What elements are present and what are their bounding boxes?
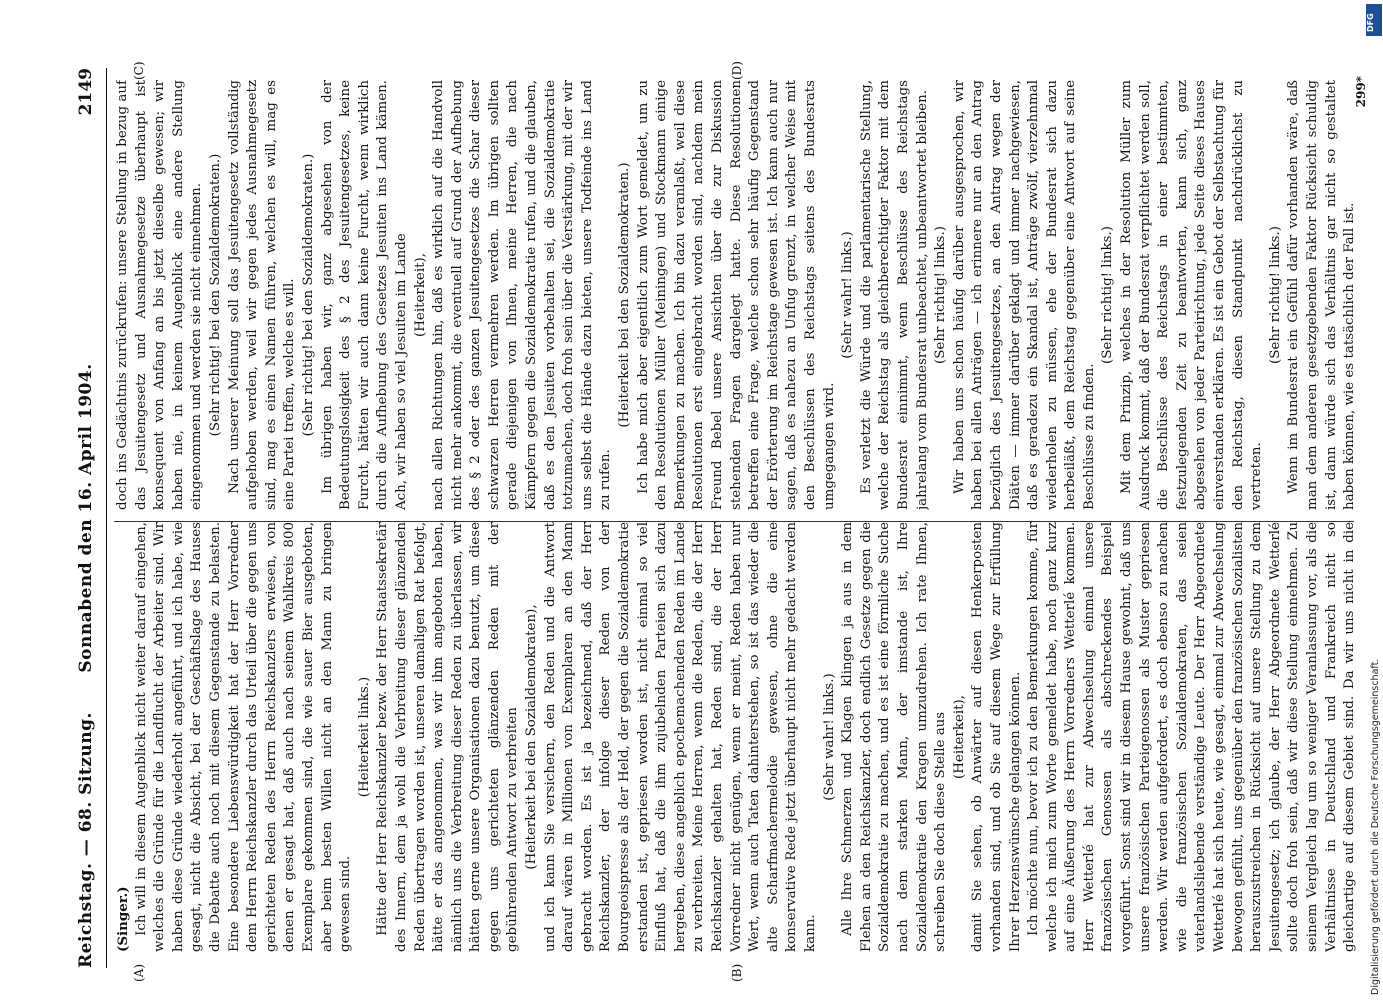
paragraph: Nach unserer Meinung soll das Jesuitengesetz vollständig aufgehoben werden, weil wir gegen jedes Ausnahmegesetz sind, mag es einen Namen führen, welchen es will, mag es eine Partei treffen, welche es will. — [226, 80, 298, 510]
interjection: (Sehr richtig! bei den Sozialdemokraten.) — [207, 153, 223, 437]
paragraph: Wenn im Bundesrat ein Gefühl dafür vorhanden wäre, daß man dem anderen gesetzgebenden Faktor Rücksicht schuldig ist, dann würde sich das Verhältnis gar nicht so gestaltet haben können, wie es tatsächlich der Fall ist. — [1286, 80, 1358, 510]
interjection: (Sehr richtig! links.) — [933, 226, 949, 364]
paragraph: Wir haben uns schon häufig darüber ausgesprochen, wir haben bei allen Anträgen — ich erinnere nur an den Antrag bezüglich des Jesuitengesetzes, an den Antrag wegen der Diäten — immer darüber geklagt und immer nachgewiesen, daß es geradezu ein Skandal ist, Anträge zwölf, vierzehnmal wiederholen zu müssen, ehe der Bundesrat sich dazu herbeiläßt, dem Reichstag gegenüber eine Antwort auf seine Beschlüsse zu finden. — [951, 80, 1097, 510]
dfg-logo-text: DFG — [1366, 13, 1375, 32]
dfg-logo — [1366, 4, 1382, 36]
left-column — [114, 522, 1358, 952]
paragraph: Im übrigen haben wir, ganz abgesehen von der Bedeutungslosigkeit des § 2 des Jesuitengesetzes, keine Furcht, hätten wir auch dann keine Furcht, wenn wirklich durch die Aufhebung des Gesetzes Jesuiten ins Land kämen. Ach, wir haben so viel Jesuiten im Lande — [319, 80, 409, 510]
column-divider — [114, 521, 1354, 522]
paragraph: doch ins Gedächtnis zurückrufen: unsere Stellung in bezug auf das Jesuitengesetz und Ausnahmegesetze überhaupt ist konsequent von Anfang an bis jetzt dieselbe gewesen; wir haben nie, in keinem Augenblick eine andere Stellung eingenommen und werden sie nicht einnehmen. — [115, 80, 205, 510]
paragraph: Ich habe mich aber eigentlich zum Wort gemeldet, um zu den Resolutionen Müller (Meiningen) und Stockmann einige Bemerkungen zu machen. Ich bin dazu veranlaßt, weil diese Resolutionen erst eingebracht worden sind, nachdem mein Freund Bebel unsere Ansichten über die zur Diskussion stehenden Fragen dargelegt hatte. Diese Resolutionen betreffen eine Frage, welche schon sehr häufig Gegenstand der Erörterung im Reichstage gewesen ist. Ich kann auch nur sagen, daß es nahezu an Unfug grenzt, in welcher Weise mit den Beschlüssen des Reichstags seitens des Bundesrats umgegangen wird. — [635, 80, 837, 510]
header-rule — [106, 68, 107, 968]
interjection: (Heiterkeit bei den Sozialdemokraten.) — [617, 162, 633, 428]
margin-mark-d: (D) — [730, 61, 744, 80]
digitization-credit: Digitalisierung gefördert durch die Deutsche Forschungsgemeinschaft. — [1370, 658, 1381, 995]
interjection: (Sehr richtig! bei den Sozialdemokraten.) — [300, 153, 316, 437]
paragraph: Mit dem Prinzip, welches in der Resolution Müller zum Ausdruck kommt, daß der Bundesrat verpflichtet werden soll, die Beschlüsse des Reichstags in einer bestimmten, festzulegenden Zeit zu beantworten, kann sich, ganz abgesehen von jeder Parteirichtung, jede Seite dieses Hauses einverstanden erklären. Es ist ein Gebot der Selbstachtung für den Reichstag, diesen Standpunkt nachdrücklichst zu vertreten. — [1119, 80, 1265, 510]
paragraph: Ich will in diesem Augenblick nicht weiter darauf eingehen, welches die Gründe für die Landflucht der Arbeiter sind. Wir haben diese Gründe wiederholt angeführt, und ich habe, wie gesagt, nicht die Absicht, bei der Geschäftslage des Hauses die Debatte auch noch mit diesem Gegenstande zu belasten. Eine besondere Liebenswürdigkeit hat der Herr Vorredner dem Herrn Reichskanzler durch das Urteil über die gegen uns gerichteten Reden des Herrn Reichskanzlers erwiesen, von denen er gesagt hat, daß auch nach seinem Wahlkreis 800 Exemplare gekommen sind, die wie sauer Bier ausgeboten, aber beim besten Willen nicht an den Mann zu bringen gewesen sind. — [133, 522, 354, 952]
right-column — [114, 80, 1358, 510]
interjection: (Sehr wahr! links.) — [821, 673, 837, 801]
paragraph: Ich möchte nun, bevor ich zu den Bemerkungen komme, für welche ich mich zum Worte gemeldet habe, noch ganz kurz auf eine Äußerung des Herrn Vorredners Wetterlé kommen. Herr Wetterlé hat zur Abwechselung einmal unsere französischen Genossen als abschreckendes Beispiel vorgeführt. Sonst sind wir in diesem Hause gewohnt, daß uns unsere französischen Parteigenossen als Muster gepriesen werden. Wir werden aufgefordert, es doch ebenso zu machen wie die französischen Sozialdemokraten, das seien vaterlandsliebende verständige Leute. Der Herr Abgeordnete Wetterlé hat sich heute, wie gesagt, einmal zur Abwechselung bewogen gefühlt, uns gegenüber den französischen Sozialisten herauszustreichen in Rücksicht auf unsere Stellung zu dem Jesuitengesetz; ich glaube, der Herr Abgeordnete Wetterlé sollte doch froh sein, daß wir diese Stellung einnehmen. Zu seinem Vergleich lag um so weniger Veranlassung vor, als die Verhältnisse in Deutschland und Frankreich nicht so gleichartige auf diesem Gebiet sind. Da wir uns nicht in die — [1026, 522, 1358, 952]
paragraph: nach allen Richtungen hin, daß es wirklich auf die Handvoll nicht mehr ankommt, die eventuell auf Grund der Aufhebung des § 2 oder des ganzen Jesuitengesetzes die Schar dieser schwarzen Herren vermehren werden. Im übrigen sollten gerade diejenigen von Ihnen, meine Herren, die nach Kämpfern gegen die Sozialdemokratie rufen, und die glauben, daß es den Jesuiten vorbehalten sei, die Sozialdemokratie totzumachen, doch froh sein über die Verstärkung, mit der wir uns selbst die Hände dazu bieten, unsere Todfeinde ins Land zu rufen. — [431, 80, 614, 510]
speaker-name: (Singer.) — [115, 886, 131, 952]
interjection: (Heiterkeit links.) — [356, 676, 372, 798]
interjection: (Heiterkeit), — [951, 695, 967, 779]
paragraph: Hätte der Herr Reichskanzler bezw. der Herr Staatssekretär des Innern, dem ja wohl die Verbreitung dieser glänzenden Reden übertragen worden ist, unseren damaligen Rat befolgt, hätte er das angenommen, was wir ihm angeboten haben, nämlich uns die Verbreitung dieser Reden zu überlassen, wir hätten gerne unsere Organisationen dazu benutzt, um diese gegen uns gerichteten glänzenden Reden mit der gebührenden Antwort zu verbreiten — [375, 522, 521, 952]
interjection: (Sehr richtig! links.) — [1100, 226, 1116, 364]
margin-mark-c: (C) — [132, 61, 146, 80]
page-number: 2149 — [76, 68, 96, 116]
interjection: (Sehr richtig! links.) — [1267, 226, 1283, 364]
scanned-page — [70, 61, 1370, 982]
interjection: (Sehr wahr! links.) — [840, 231, 856, 359]
margin-mark-a: (A) — [132, 963, 146, 982]
running-head-date: Sonnabend den 16. April 1904. — [76, 363, 96, 673]
paragraph: Es verletzt die Würde und die parlamentarische Stellung, welche der Reichstag als gleichberechtigter Faktor mit dem Bundesrat einnimmt, wenn Beschlüsse des Reichstags jahrelang vom Bundesrat unbeachtet, unbeantwortet bleiben. — [858, 80, 930, 510]
interjection: (Heiterkeit), — [412, 253, 428, 337]
margin-mark-b: (B) — [730, 963, 744, 982]
signature-number: 299* — [1354, 76, 1368, 108]
interjection: (Heiterkeit bei den Sozialdemokraten), — [524, 604, 540, 870]
running-head-left: Reichstag. — 68. Sitzung. — [76, 712, 96, 968]
page-header — [70, 68, 112, 968]
paragraph: und ich kann Sie versichern, den Reden und die Antwort darauf wären in Millionen von Exemplaren an den Mann gebracht worden. Es ist ja bezeichnend, daß der Herr Reichskanzler, der infolge dieser Reden von der Bourgeoispresse als der Held, der gegen die Sozialdemokratie erstanden ist, gepriesen worden ist, nicht einmal so viel Einfluß hat, daß die ihm zujubelnden Parteien sich dazu hergeben, diese angeblich epochemachenden Reden im Lande zu verbreiten. Meine Herren, wenn die Reden, die der Herr Reichskanzler gehalten hat, Reden sind, die der Herr Vorredner nicht genügen, wenn er meint, Reden haben nur Wert, wenn auch Taten dahinterstehen, so ist das wieder die alte Scharfmachermelodie gewesen, ohne die eine konservative Rede jetzt überhaupt nicht mehr gedacht werden kann. — [542, 522, 818, 952]
paragraph: Alle Ihre Schmerzen und Klagen klingen ja aus in dem Flehen an den Reichskanzler, doch endlich Gesetze gegen die Sozialdemokratie zu machen, und es ist eine förmliche Suche nach dem starken Mann, der imstande ist, Ihre Sozialdemokratie den Kragen umzudrehen. Ich rate Ihnen, schreiben Sie doch diese Stelle aus — [840, 522, 949, 952]
paragraph: damit Sie sehen, ob Anwärter auf diesen Henkerposten vorhanden sind, und ob Sie auf diesem Wege zur Erfüllung Ihrer Herzenswünsche gelangen können. — [970, 522, 1023, 952]
